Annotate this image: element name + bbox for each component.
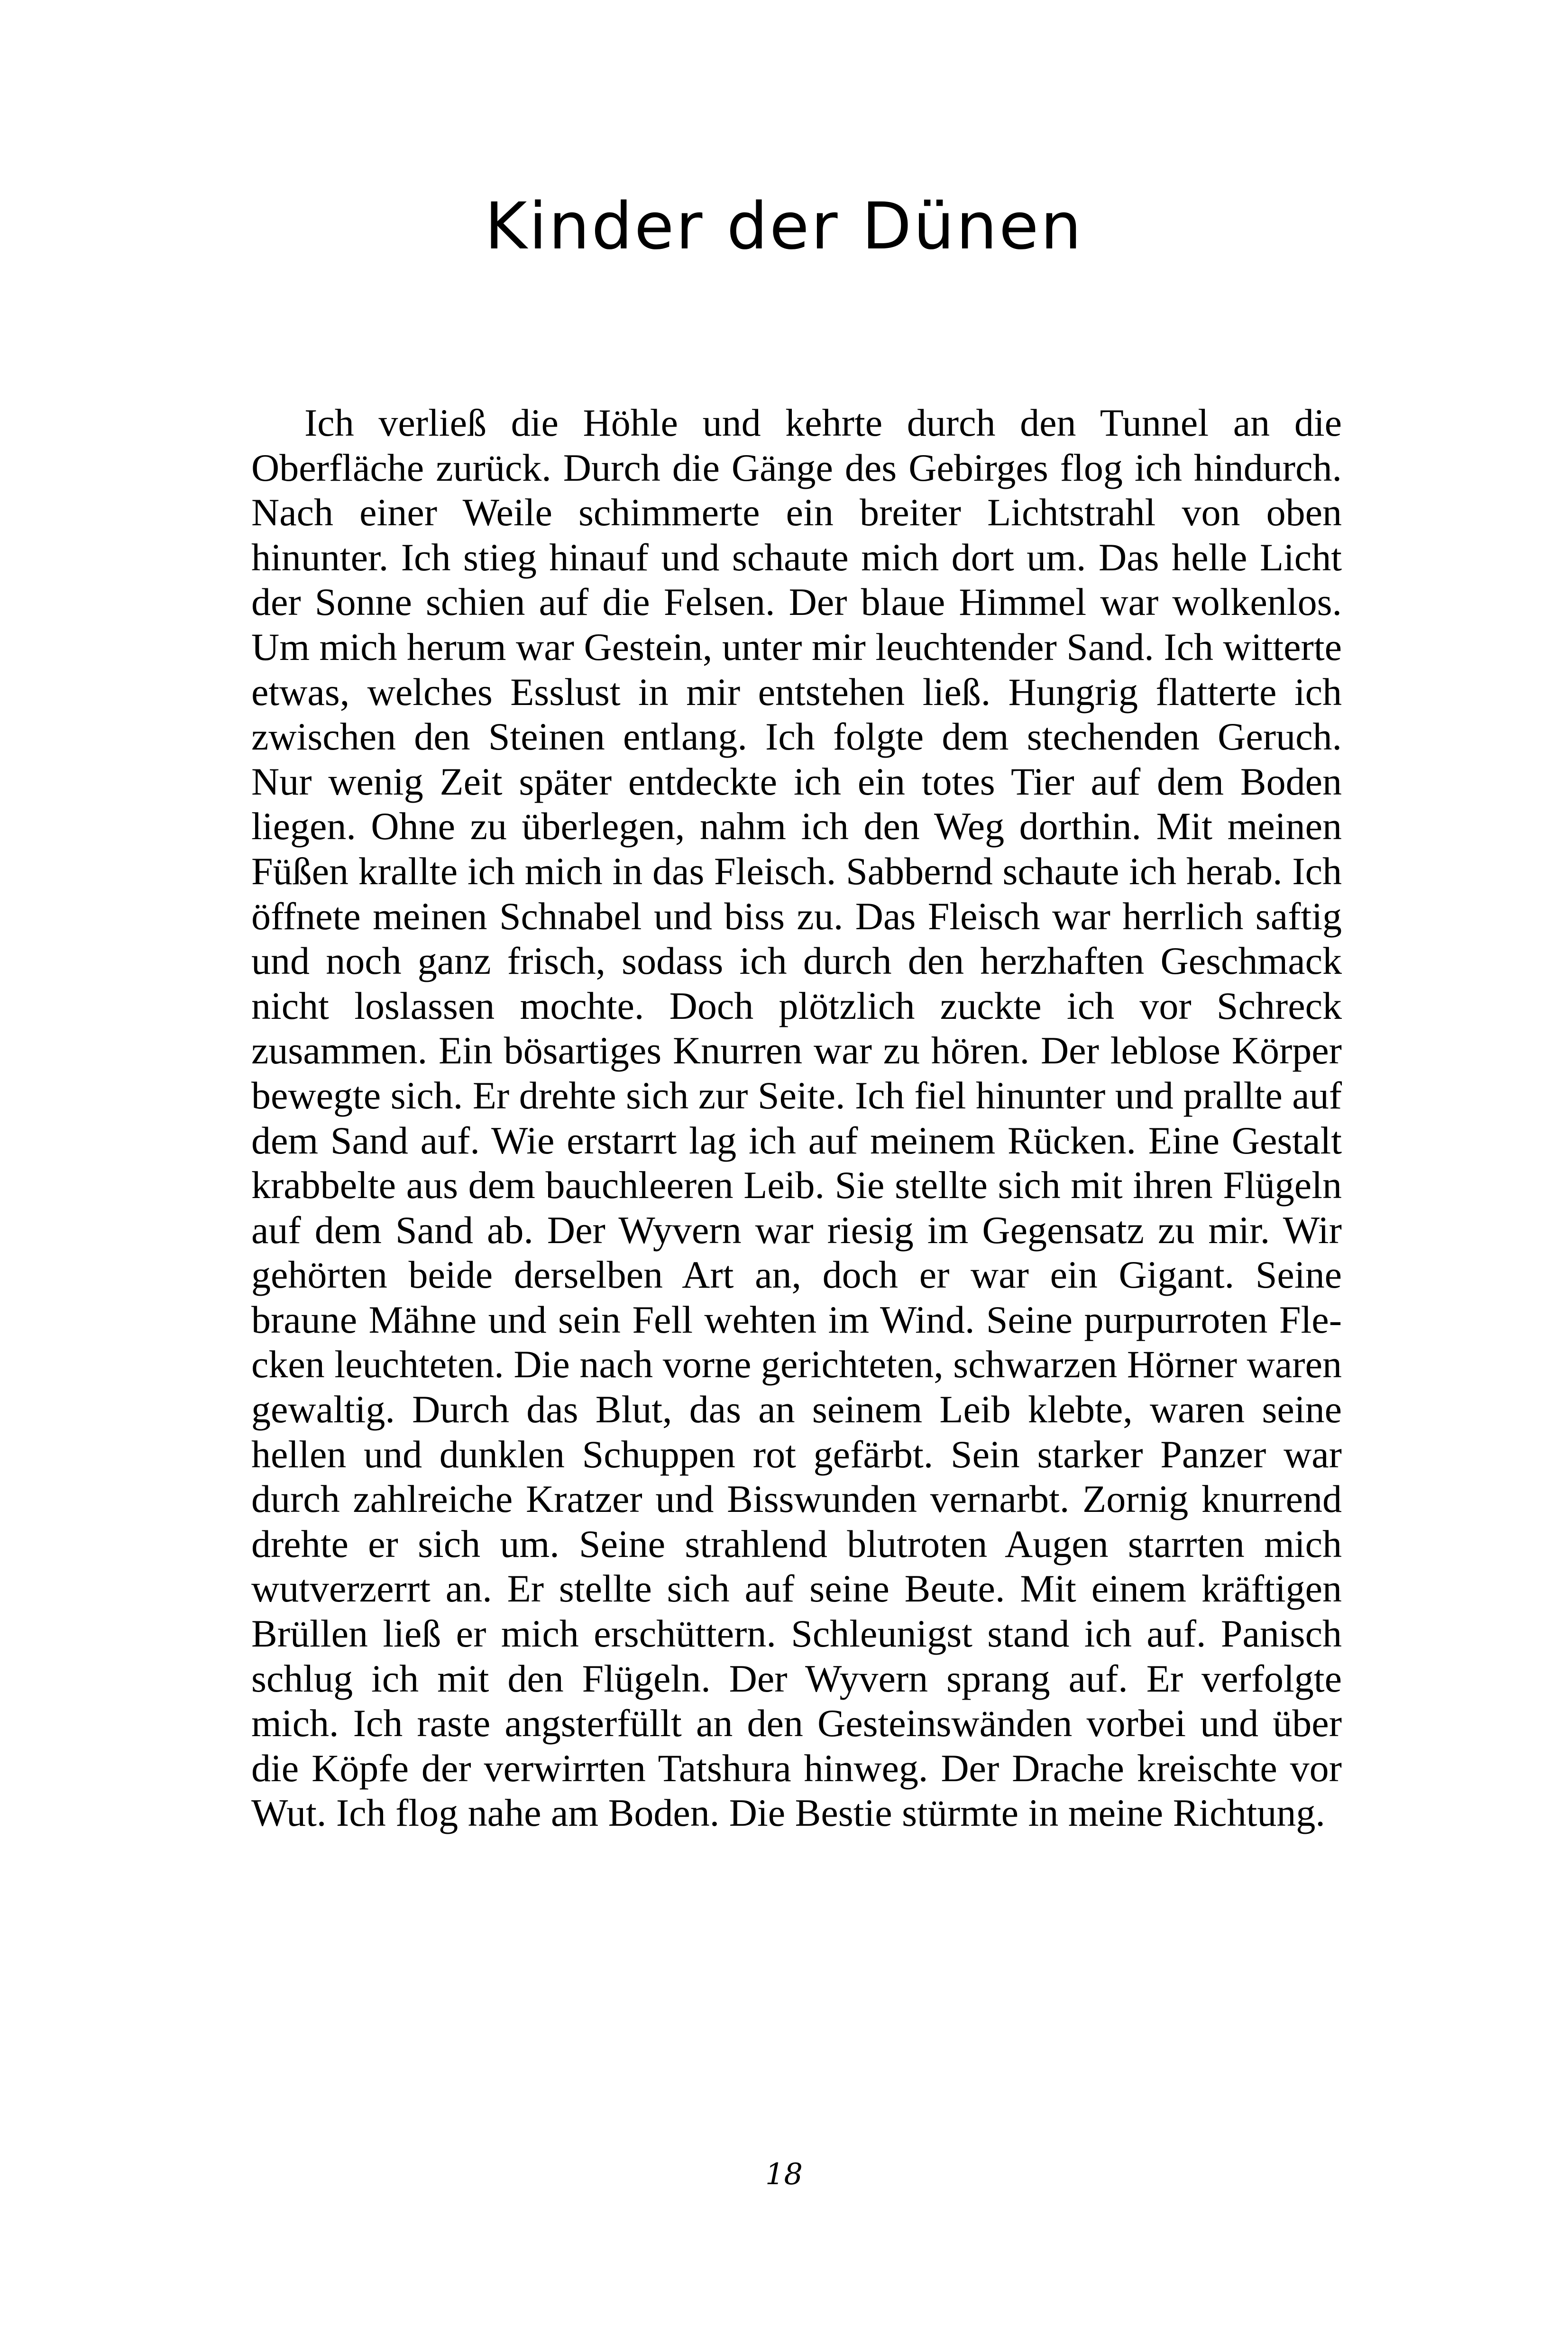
body-paragraph: Ich verließ die Höhle und kehrte durch den Tunnel an die Oberfläche zurück. Durch die Gänge des Gebirges flog ich hindurch. Nach einer Weile schimmerte ein breiter Lichtstrahl von oben hinunter. Ich stieg hinauf und schaute mich dort um. Das helle Licht der Sonne schien auf die Felsen. Der blaue Himmel war wolkenlos. Um mich herum war Gestein, unter mir leuchtender Sand. Ich witterte etwas, welches Esslust in mir entstehen ließ. Hungrig flatterte ich zwischen den Steinen entlang. Ich folgte dem stechenden Geruch. Nur wenig Zeit später entdeckte ich ein totes Tier auf dem Boden liegen. Ohne zu überlegen, nahm ich den Weg dorthin. Mit meinen Füßen krallte ich mich in das Fleisch. Sabbernd schaute ich herab. Ich öffnete meinen Schnabel und biss zu. Das Fleisch war herrlich saftig und noch ganz frisch, sodass ich durch den herzhaften Geschmack nicht loslassen mochte. Doch plötzlich zuckte ich vor Schreck zusammen. Ein bösartiges Knurren war zu hören. Der leblose Körper bewegte sich. Er drehte sich zur Seite. Ich fiel hinunter und prallte auf dem Sand auf. Wie erstarrt lag ich auf meinem Rücken. Eine Gestalt krabbelte aus dem bauchleeren Leib. Sie stellte sich mit ihren Flügeln auf dem Sand ab. Der Wyvern war riesig im Gegensatz zu mir. Wir gehörten beide derselben Art an, doch er war ein Gigant. Seine braune Mähne und sein Fell wehten im Wind. Seine purpurroten Flecken leuchteten. Die nach vorne gerichteten, schwarzen Hörner waren gewaltig. Durch das Blut, das an seinem Leib klebte, waren seine hellen und dunklen Schuppen rot gefärbt. Sein starker Panzer war durch zahlreiche Kratzer und Bisswunden vernarbt. Zornig knurrend drehte er sich um. Seine strahlend blutroten Augen starrten mich wutverzerrt an. Er stellte sich auf seine Beute. Mit einem kräftigen Brüllen ließ er mich erschüttern. Schleunigst stand ich auf. Panisch schlug ich mit den Flügeln. Der Wyvern sprang auf. Er verfolgte mich. Ich raste angsterfüllt an den Gesteinswänden vorbei und über die Köpfe der verwirrten Tatshura hinweg. Der Drache kreischte vor Wut. Ich flog nahe am Boden. Die Bestie stürmte in meine Richtung. [251,401,1342,1835]
chapter-title: Kinder der Dünen [485,189,1083,264]
page-number: 18 [765,2157,803,2191]
